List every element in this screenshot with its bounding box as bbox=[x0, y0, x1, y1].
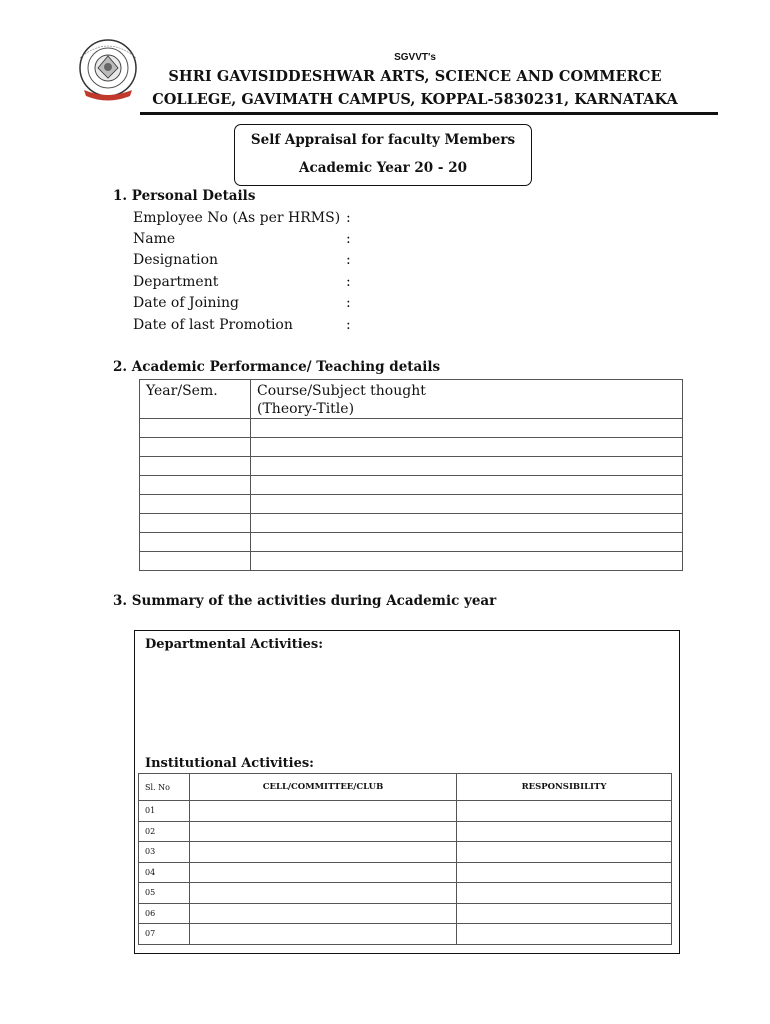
input-cell-committee[interactable] bbox=[190, 801, 457, 822]
input-cell-committee[interactable] bbox=[190, 883, 457, 904]
col-header-sl-no: Sl. No bbox=[139, 774, 190, 801]
row-number: 07 bbox=[139, 924, 190, 945]
table-header-row bbox=[140, 380, 683, 419]
input-cell-year-sem[interactable] bbox=[140, 533, 251, 552]
table-row bbox=[140, 552, 683, 571]
input-cell-year-sem[interactable] bbox=[140, 476, 251, 495]
table-row bbox=[140, 438, 683, 457]
input-cell-year-sem[interactable] bbox=[140, 495, 251, 514]
table-row bbox=[139, 883, 672, 904]
input-cell-year-sem[interactable] bbox=[140, 457, 251, 476]
input-cell-responsibility[interactable] bbox=[457, 821, 672, 842]
row-number: 02 bbox=[139, 821, 190, 842]
field-colon: : bbox=[346, 252, 351, 268]
table-row bbox=[140, 457, 683, 476]
input-cell-course[interactable] bbox=[251, 457, 683, 476]
society-name: SGVVT's bbox=[394, 52, 436, 63]
col-header-cell-committee-club: CELL/COMMITTEE/CLUB bbox=[190, 774, 457, 801]
header-divider bbox=[140, 112, 718, 115]
teaching-details-table bbox=[139, 379, 683, 571]
input-cell-responsibility[interactable] bbox=[457, 801, 672, 822]
row-number: 06 bbox=[139, 903, 190, 924]
table-header-row bbox=[139, 774, 672, 801]
input-cell-course[interactable] bbox=[251, 552, 683, 571]
section-activities-heading: 3. Summary of the activities during Academic year bbox=[113, 593, 497, 609]
section-personal-details-heading: 1. Personal Details bbox=[113, 188, 256, 204]
field-colon: : bbox=[346, 210, 351, 226]
input-cell-committee[interactable] bbox=[190, 821, 457, 842]
college-name-line1: SHRI GAVISIDDESHWAR ARTS, SCIENCE AND COMMERCE bbox=[168, 68, 662, 85]
college-name-line2: COLLEGE, GAVIMATH CAMPUS, KOPPAL-5830231, KARNATAKA bbox=[152, 91, 678, 108]
field-colon: : bbox=[346, 231, 351, 247]
table-row bbox=[140, 419, 683, 438]
input-cell-responsibility[interactable] bbox=[457, 862, 672, 883]
col-header-year-sem: Year/Sem. bbox=[140, 380, 251, 419]
field-label-designation: Designation bbox=[133, 252, 219, 268]
table-row bbox=[139, 924, 672, 945]
row-number: 04 bbox=[139, 862, 190, 883]
input-cell-committee[interactable] bbox=[190, 842, 457, 863]
input-cell-committee[interactable] bbox=[190, 924, 457, 945]
input-cell-course[interactable] bbox=[251, 495, 683, 514]
table-row bbox=[140, 533, 683, 552]
input-cell-year-sem[interactable] bbox=[140, 438, 251, 457]
academic-year: Academic Year 20 - 20 bbox=[299, 160, 467, 176]
input-cell-responsibility[interactable] bbox=[457, 842, 672, 863]
input-cell-responsibility[interactable] bbox=[457, 903, 672, 924]
table-row bbox=[140, 495, 683, 514]
table-row bbox=[139, 862, 672, 883]
table-row bbox=[139, 903, 672, 924]
field-colon: : bbox=[346, 317, 351, 333]
input-cell-responsibility[interactable] bbox=[457, 924, 672, 945]
input-cell-year-sem[interactable] bbox=[140, 514, 251, 533]
table-row bbox=[140, 476, 683, 495]
row-number: 05 bbox=[139, 883, 190, 904]
row-number: 01 bbox=[139, 801, 190, 822]
table-row bbox=[140, 514, 683, 533]
field-label-department: Department bbox=[133, 274, 219, 290]
table-row bbox=[139, 842, 672, 863]
field-label-name: Name bbox=[133, 231, 176, 247]
field-label-employee-no: Employee No (As per HRMS) bbox=[133, 210, 341, 226]
input-cell-committee[interactable] bbox=[190, 903, 457, 924]
field-label-date-of-joining: Date of Joining bbox=[133, 295, 239, 311]
institutional-activities-table bbox=[138, 773, 672, 945]
input-cell-course[interactable] bbox=[251, 514, 683, 533]
table-row bbox=[139, 821, 672, 842]
col-header-responsibility: RESPONSIBILITY bbox=[457, 774, 672, 801]
input-cell-course[interactable] bbox=[251, 476, 683, 495]
section-teaching-details-heading: 2. Academic Performance/ Teaching details bbox=[113, 359, 441, 375]
table-row bbox=[139, 801, 672, 822]
input-cell-course[interactable] bbox=[251, 533, 683, 552]
institutional-activities-label: Institutional Activities: bbox=[145, 756, 314, 771]
col-header-course-subject: Course/Subject thought (Theory-Title) bbox=[251, 380, 683, 419]
input-cell-year-sem[interactable] bbox=[140, 552, 251, 571]
form-title: Self Appraisal for faculty Members bbox=[250, 132, 516, 148]
input-cell-year-sem[interactable] bbox=[140, 419, 251, 438]
input-cell-committee[interactable] bbox=[190, 862, 457, 883]
input-cell-course[interactable] bbox=[251, 419, 683, 438]
field-label-date-of-last-promotion: Date of last Promotion bbox=[133, 317, 293, 333]
input-cell-course[interactable] bbox=[251, 438, 683, 457]
input-cell-responsibility[interactable] bbox=[457, 883, 672, 904]
field-colon: : bbox=[346, 295, 351, 311]
departmental-activities-label: Departmental Activities: bbox=[145, 637, 324, 652]
row-number: 03 bbox=[139, 842, 190, 863]
field-colon: : bbox=[346, 274, 351, 290]
